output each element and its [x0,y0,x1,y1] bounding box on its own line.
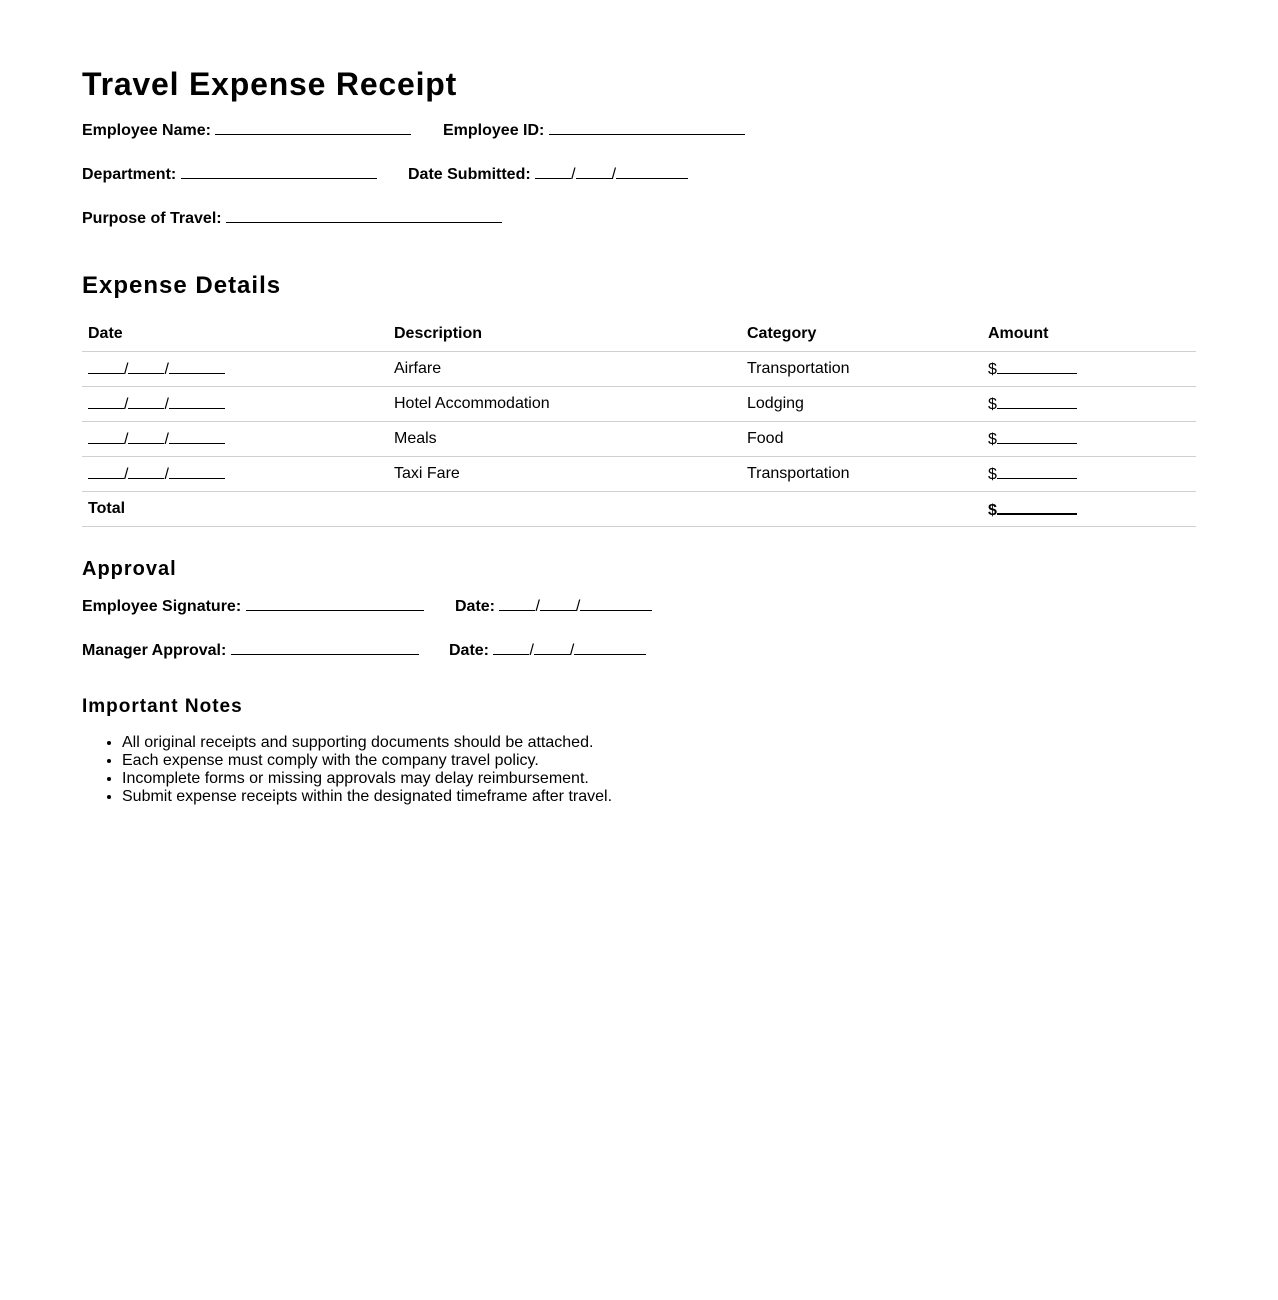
date-submitted-input[interactable] [535,166,688,183]
row-date-blank[interactable]: / / [82,422,388,457]
row-amount[interactable]: $ [982,387,1196,422]
department-field [82,164,377,184]
manager-approval-label: Manager Approval: [82,642,227,659]
date-day-blank[interactable] [576,164,612,179]
table-row [82,387,1196,422]
date-submitted-label: Date Submitted: [408,166,531,183]
department-label: Department: [82,166,177,183]
row-amount[interactable]: $ [982,352,1196,387]
approval-heading: Approval [82,558,177,580]
employee-id-input[interactable] [549,120,745,135]
column-header-category: Category [741,316,982,352]
date-separator: / [571,166,576,183]
row-description: Meals [388,422,741,457]
table-row [82,352,1196,387]
manager-approval-date-field [449,640,646,660]
row-description: Airfare [388,352,741,387]
row-category: Lodging [741,387,982,422]
total-amount[interactable]: $ [982,492,1196,527]
employee-signature-label: Employee Signature: [82,598,242,615]
manager-approval-field [82,640,419,660]
employee-name-label: Employee Name: [82,122,211,139]
table-row [82,457,1196,492]
purpose-input[interactable] [226,208,502,223]
column-header-date: Date [82,316,388,352]
row-category: Food [741,422,982,457]
row-category: Transportation [741,457,982,492]
employee-signature-date-input[interactable]: / / [499,598,652,615]
employee-signature-field [82,596,424,616]
date-year-blank[interactable] [616,164,688,179]
date-label: Date: [455,598,496,615]
date-month-blank[interactable] [535,164,571,179]
list-item: • Each expense must comply with the company travel policy. [122,752,612,770]
department-input[interactable] [181,164,377,179]
table-row [82,422,1196,457]
manager-approval-date-input[interactable]: / / [493,642,646,659]
list-item: • All original receipts and supporting documents should be attached. [122,734,612,752]
column-header-description: Description [388,316,741,352]
important-notes-heading: Important Notes [82,696,243,717]
employee-name-input[interactable] [215,120,411,135]
date-submitted-field [408,164,688,184]
total-row [82,492,1196,527]
column-header-amount: Amount [982,316,1196,352]
notes-list [82,734,612,806]
purpose-field [82,208,502,228]
list-item: • Incomplete forms or missing approvals may delay reimbursement. [122,770,612,788]
row-category: Transportation [741,352,982,387]
row-description: Taxi Fare [388,457,741,492]
date-separator: / [611,166,617,183]
row-date-blank[interactable]: / / [82,352,388,387]
date-label: Date: [449,642,490,659]
employee-signature-date-field [455,596,652,616]
row-date-blank[interactable]: / / [82,387,388,422]
purpose-label: Purpose of Travel: [82,210,222,227]
row-description: Hotel Accommodation [388,387,741,422]
expense-table [82,316,1196,527]
row-amount[interactable]: $ [982,457,1196,492]
table-header-row [82,316,1196,352]
employee-signature-input[interactable] [246,596,424,611]
row-date-blank[interactable]: / / [82,457,388,492]
total-label: Total [82,492,388,527]
employee-id-field [443,120,745,140]
list-item: • Submit expense receipts within the designated timeframe after travel. [122,788,612,806]
manager-approval-input[interactable] [231,640,419,655]
expense-details-heading: Expense Details [82,272,282,299]
employee-id-label: Employee ID: [443,122,545,139]
page-title: Travel Expense Receipt [82,66,458,102]
row-amount[interactable]: $ [982,422,1196,457]
employee-name-field [82,120,411,140]
